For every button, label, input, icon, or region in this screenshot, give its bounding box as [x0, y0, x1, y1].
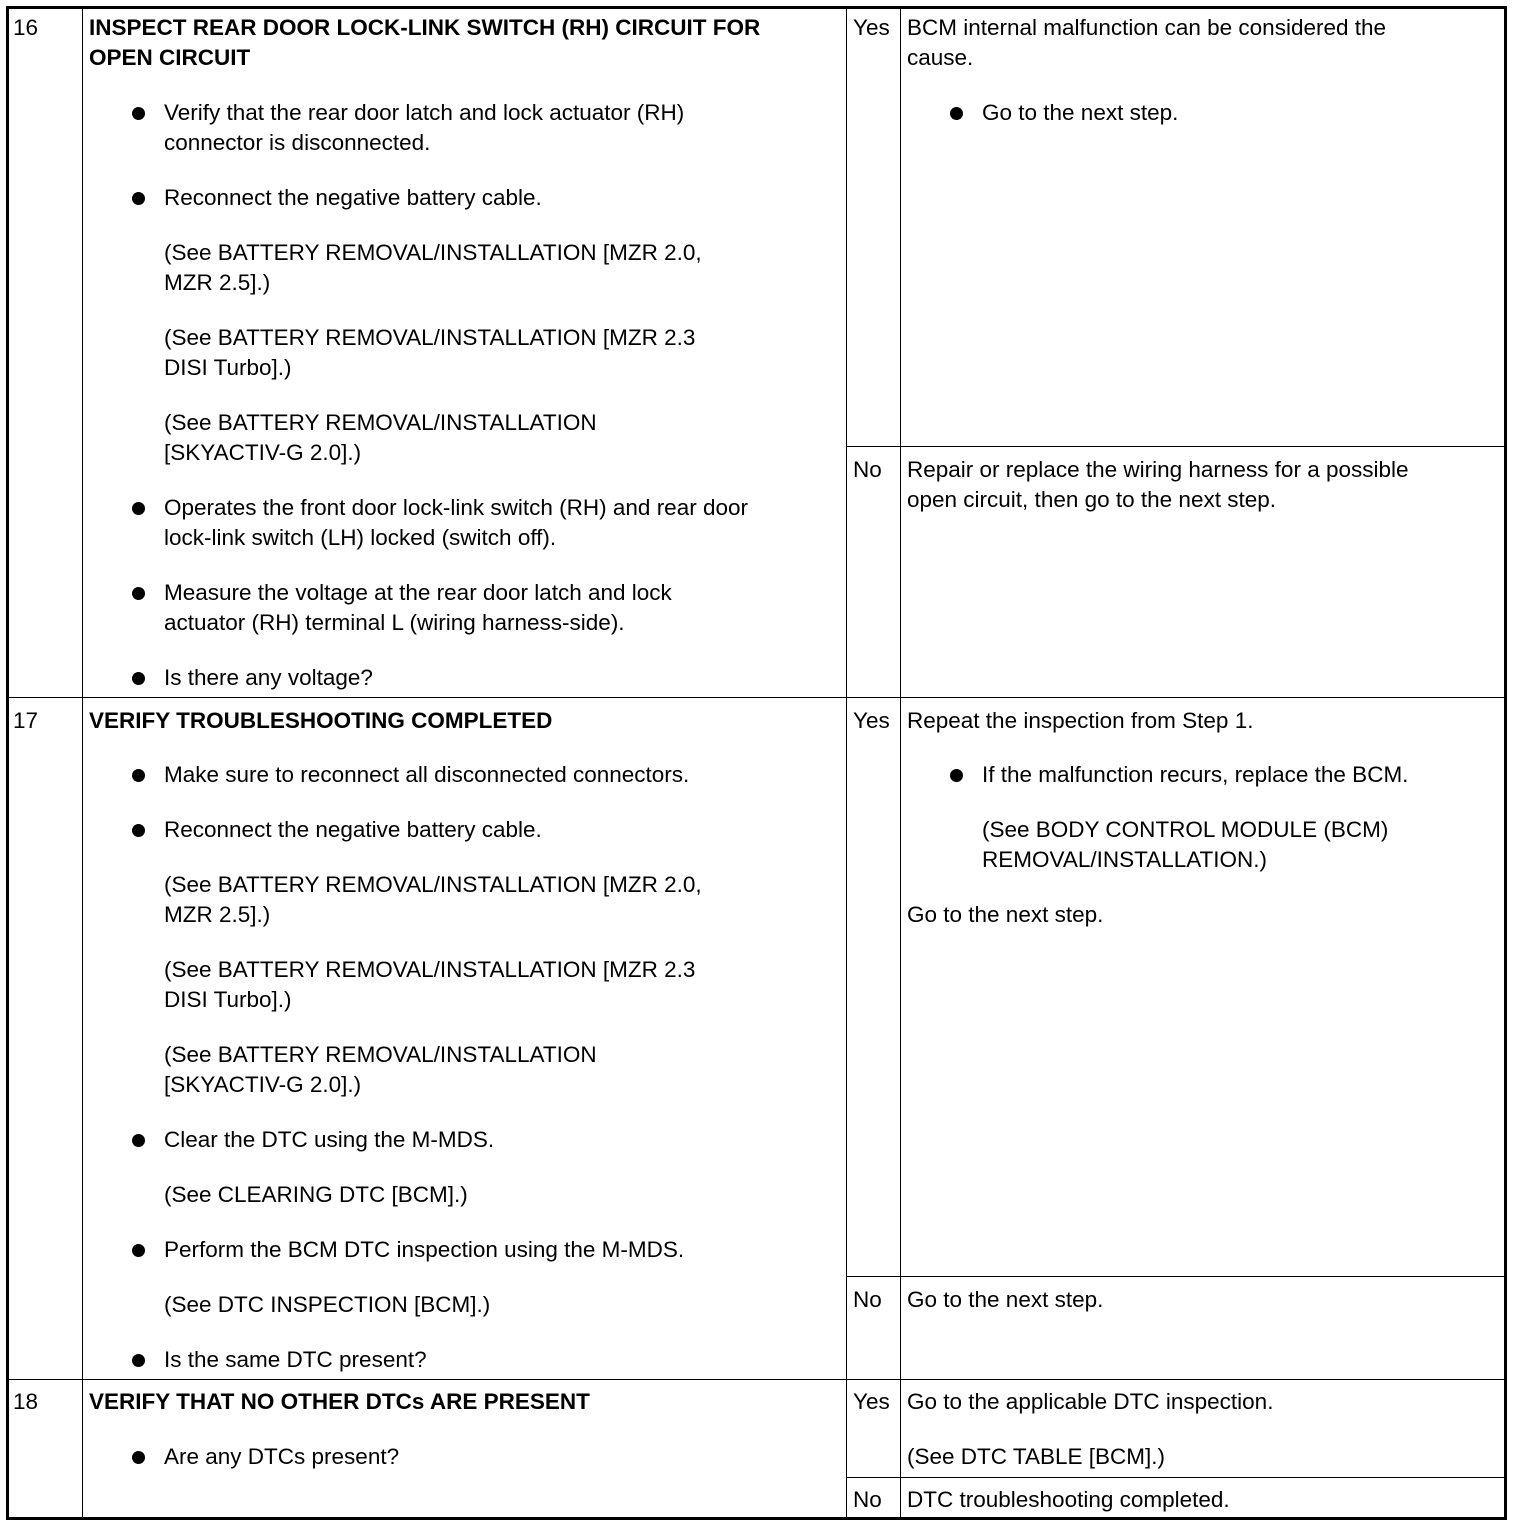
yes-result: Go to the next step.	[907, 902, 1104, 927]
bullet-icon	[132, 192, 145, 205]
step-title: VERIFY TROUBLESHOOTING COMPLETED	[89, 708, 553, 733]
step-16-bottom-border	[6, 697, 1507, 698]
no-result: Go to the next step.	[907, 1287, 1104, 1312]
reference-note: (See BATTERY REMOVAL/INSTALLATION [SKYACTIV-G 2.0].)	[164, 410, 597, 465]
action-item: Clear the DTC using the M-MDS.	[164, 1127, 495, 1152]
bullet-icon	[132, 107, 145, 120]
no-result: Repair or replace the wiring harness for a possible open circuit, then go to the next step.	[907, 457, 1409, 512]
yes-result: BCM internal malfunction can be considered the cause.	[907, 15, 1387, 70]
action-item: Operates the front door lock-link switch (RH) and rear door lock-link switch (LH) locked (switch off).	[164, 495, 748, 550]
bullet-icon	[132, 1354, 145, 1367]
step-title: INSPECT REAR DOOR LOCK-LINK SWITCH (RH) CIRCUIT FOR OPEN CIRCUIT	[89, 15, 761, 70]
reference-note: (See BATTERY REMOVAL/INSTALLATION [MZR 2.3 DISI Turbo].)	[164, 957, 696, 1012]
yes-result: Go to the next step.	[982, 100, 1179, 125]
action-item: Is there any voltage?	[164, 665, 373, 690]
yes-label: Yes	[853, 15, 890, 40]
no-label: No	[853, 1287, 882, 1312]
yes-result: (See BODY CONTROL MODULE (BCM) REMOVAL/INSTALLATION.)	[982, 817, 1389, 872]
action-item: Measure the voltage at the rear door latch and lock actuator (RH) terminal L (wiring harness-side).	[164, 580, 672, 635]
yes-result: If the malfunction recurs, replace the BCM.	[982, 762, 1409, 787]
reference-note: (See DTC INSPECTION [BCM].)	[164, 1292, 491, 1317]
reference-note: (See BATTERY REMOVAL/INSTALLATION [MZR 2.3 DISI Turbo].)	[164, 325, 696, 380]
step-title: VERIFY THAT NO OTHER DTCs ARE PRESENT	[89, 1389, 590, 1414]
reference-note: (See BATTERY REMOVAL/INSTALLATION [SKYACTIV-G 2.0].)	[164, 1042, 597, 1097]
answer-column-divider	[900, 6, 901, 1520]
yes-label: Yes	[853, 708, 890, 733]
bullet-icon	[950, 107, 963, 120]
action-item: Perform the BCM DTC inspection using the M-MDS.	[164, 1237, 685, 1262]
no-label: No	[853, 1487, 882, 1512]
bullet-icon	[132, 502, 145, 515]
step-17-bottom-border	[6, 1379, 1507, 1380]
reference-note: (See BATTERY REMOVAL/INSTALLATION [MZR 2.0, MZR 2.5].)	[164, 872, 702, 927]
bullet-icon	[132, 1244, 145, 1257]
action-item: Reconnect the negative battery cable.	[164, 185, 542, 210]
action-item: Verify that the rear door latch and lock actuator (RH) connector is disconnected.	[164, 100, 685, 155]
action-item: Are any DTCs present?	[164, 1444, 400, 1469]
no-label: No	[853, 457, 882, 482]
action-item: Make sure to reconnect all disconnected connectors.	[164, 762, 690, 787]
yes-result: Repeat the inspection from Step 1.	[907, 708, 1254, 733]
no-result: DTC troubleshooting completed.	[907, 1487, 1230, 1512]
reference-note: (See BATTERY REMOVAL/INSTALLATION [MZR 2.0, MZR 2.5].)	[164, 240, 702, 295]
bullet-icon	[950, 769, 963, 782]
bullet-icon	[132, 1134, 145, 1147]
action-item: Is the same DTC present?	[164, 1347, 427, 1372]
step-number: 18	[13, 1389, 39, 1414]
bullet-icon	[132, 824, 145, 837]
reference-note: (See CLEARING DTC [BCM].)	[164, 1182, 468, 1207]
bullet-icon	[132, 1451, 145, 1464]
step-number: 17	[13, 708, 39, 733]
step-17-yes-no-divider	[846, 1276, 1507, 1277]
action-column-divider	[846, 6, 847, 1520]
bullet-icon	[132, 587, 145, 600]
step-18-yes-no-divider	[846, 1477, 1507, 1478]
yes-result: (See DTC TABLE [BCM].)	[907, 1444, 1165, 1469]
yes-result: Go to the applicable DTC inspection.	[907, 1389, 1274, 1414]
yes-label: Yes	[853, 1389, 890, 1414]
step-number: 16	[13, 15, 39, 40]
bullet-icon	[132, 769, 145, 782]
step-column-divider	[82, 6, 83, 1520]
step-16-yes-no-divider	[846, 446, 1507, 447]
action-item: Reconnect the negative battery cable.	[164, 817, 542, 842]
bullet-icon	[132, 672, 145, 685]
